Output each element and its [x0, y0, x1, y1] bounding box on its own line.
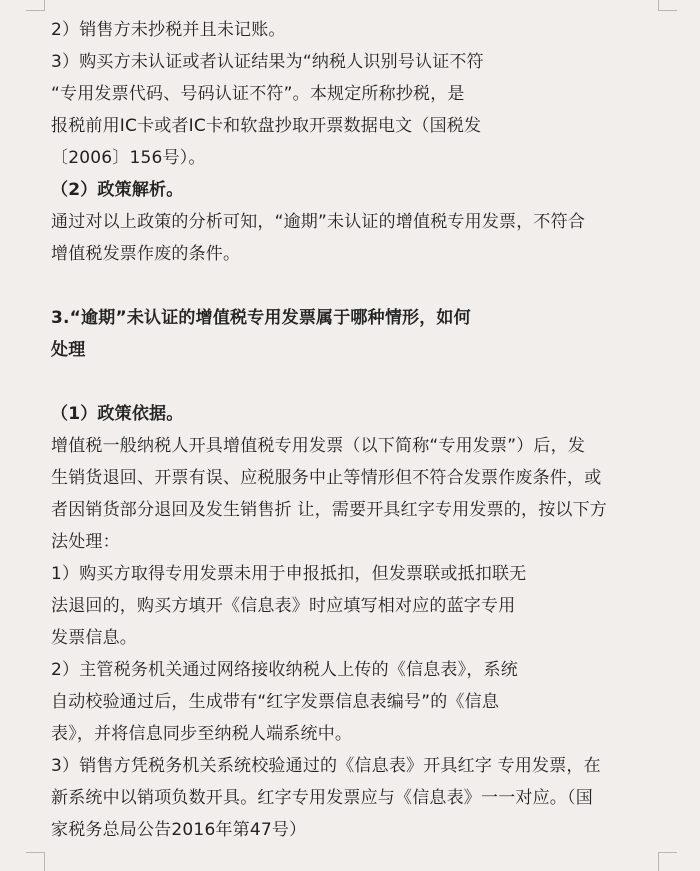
text-line: 3）购买方未认证或者认证结果为“纳税人识别号认证不符 [51, 52, 484, 72]
text-line: “专用发票代码、号码认证不符”。本规定所称抄税，是 [51, 84, 465, 104]
text-line: 者因销货部分退回及发生销售折 让，需要开具红字专用发票的，按以下方 [51, 500, 608, 520]
text-line: 家税务总局公告2016年第47号） [51, 820, 307, 840]
blank-line [51, 270, 661, 302]
text-line: 自动校验通过后，生成带有“红字发票信息表编号”的《信息 [51, 692, 500, 712]
text-line: 3）销售方凭税务机关系统校验通过的《信息表》开具红字 专用发票，在 [51, 756, 601, 776]
text-line: 新系统中以销项负数开具。红字专用发票应与《信息表》一一对应。（国 [51, 788, 593, 808]
text-line: 法处理： [51, 532, 120, 552]
text-line: 生销货退回、开票有误、应税服务中止等情形但不符合发票作废条件，或 [51, 468, 602, 488]
section-heading: 处理 [51, 340, 86, 360]
text-line: 〔2006〕156号）。 [51, 148, 206, 168]
text-line: 1）购买方取得专用发票未用于申报抵扣，但发票联或抵扣联无 [51, 564, 527, 584]
subheading: （2）政策解析。 [51, 180, 184, 200]
subheading: （1）政策依据。 [51, 404, 184, 424]
crop-mark-top-left [26, 0, 45, 11]
crop-mark-bottom-left [26, 852, 45, 871]
text-line: 通过对以上政策的分析可知，“逾期”未认证的增值税专用发票，不符合 [51, 212, 586, 232]
crop-mark-top-right [658, 0, 677, 11]
text-line: 报税前用IC卡或者IC卡和软盘抄取开票数据电文（国税发 [51, 116, 482, 136]
text-line: 增值税一般纳税人开具增值税专用发票（以下简称“专用发票”）后，发 [51, 436, 586, 456]
crop-mark-bottom-right [658, 852, 677, 871]
section-heading: 3.“逾期”未认证的增值税专用发票属于哪种情形，如何 [51, 308, 471, 328]
text-line: 发票信息。 [51, 628, 137, 648]
text-line: 2）销售方未抄税并且未记账。 [51, 20, 286, 40]
text-line: 表》，并将信息同步至纳税人端系统中。 [51, 724, 353, 744]
text-line: 2）主管税务机关通过网络接收纳税人上传的《信息表》，系统 [51, 660, 518, 680]
document-body [51, 14, 661, 846]
text-line: 法退回的，购买方填开《信息表》时应填写相对应的蓝字专用 [51, 596, 516, 616]
text-line: 增值税发票作废的条件。 [51, 244, 241, 264]
blank-line [51, 366, 661, 398]
